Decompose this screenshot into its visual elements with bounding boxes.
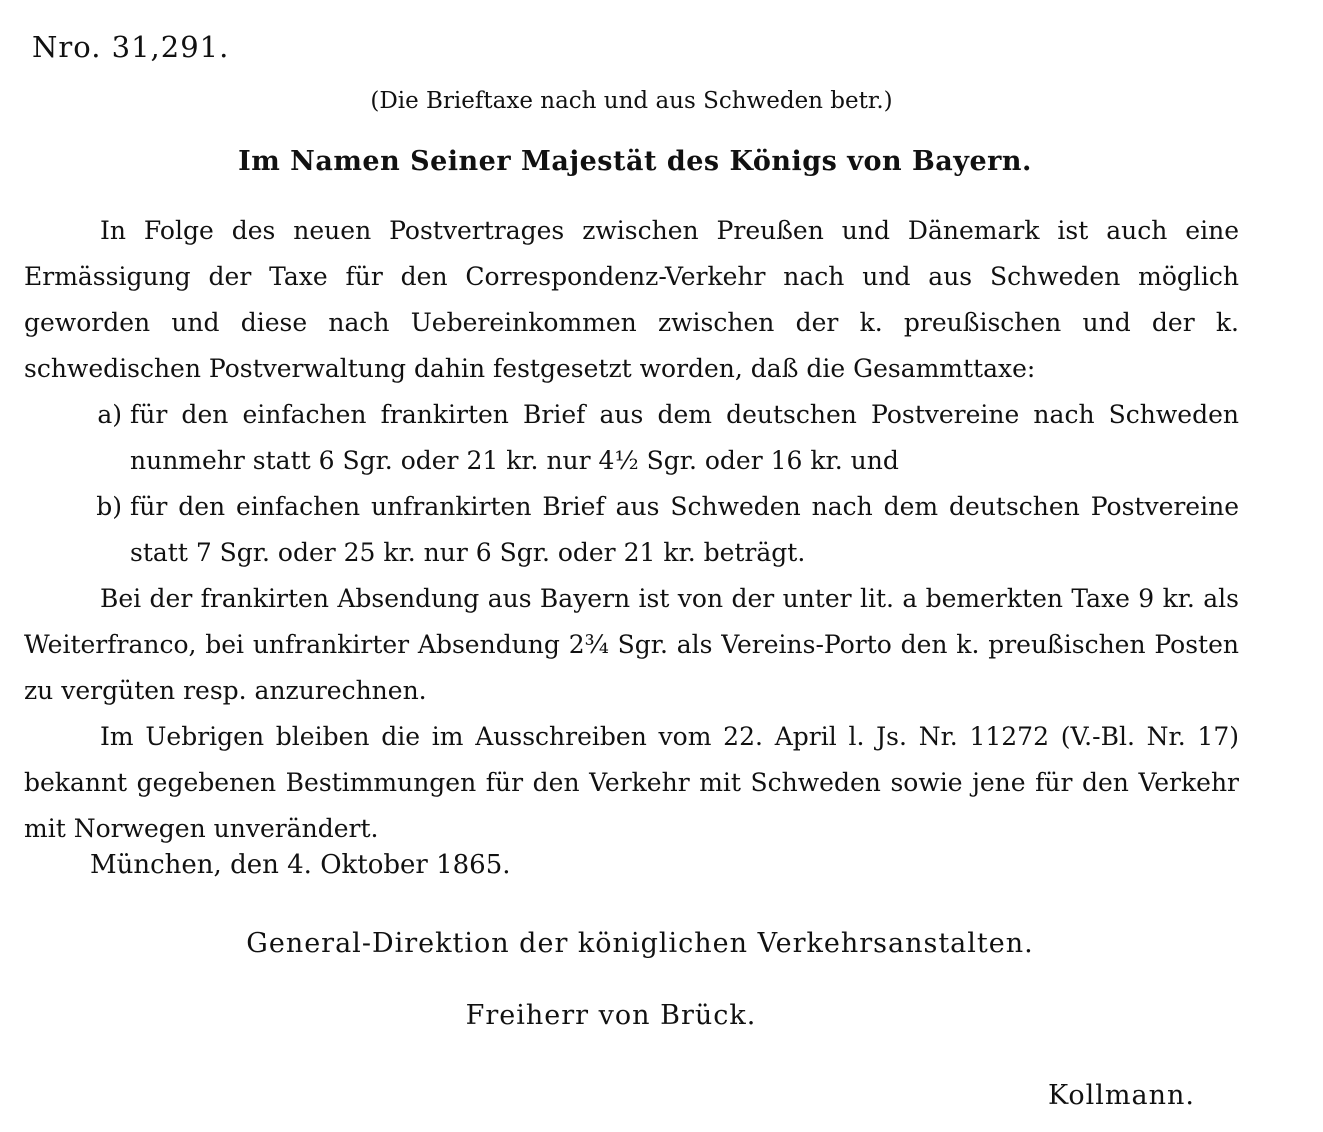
list-item-marker: a) xyxy=(97,400,122,429)
paragraph-postage: Bei der frankirten Absendung aus Bayern ist von der unter lit. a bemerkten Taxe 9 kr. als Weiterfranco, bei unfrankirter Absendung 2¾ Sgr. als Vereins-Porto den k. preußischen Posten zu vergüten resp. anzurechnen. xyxy=(24,584,1239,705)
list-item-text: für den einfachen frankirten Brief aus dem deutschen Postvereine nach Schweden nunmehr statt 6 Sgr. oder 21 kr. nur 4½ Sgr. oder 16 kr. und xyxy=(130,400,1239,475)
document-body xyxy=(24,208,1239,852)
countersigner-name: Kollmann. xyxy=(1047,1080,1195,1111)
list-item-marker: b) xyxy=(96,492,122,521)
document-date: München, den 4. Oktober 1865. xyxy=(90,850,511,880)
document-subject: (Die Brieftaxe nach und aus Schweden betr.) xyxy=(370,88,893,114)
list-item xyxy=(24,392,1239,484)
intro-paragraph: In Folge des neuen Postvertrages zwischen Preußen und Dänemark ist auch eine Ermässigung der Taxe für den Correspondenz-Verkehr nach und aus Schweden möglich geworden und diese nach Uebereinkommen zwischen der k. preußischen und der k. schwedischen Postverwaltung dahin festgesetzt worden, daß die Gesammttaxe: xyxy=(24,216,1239,383)
list-item xyxy=(24,484,1239,576)
signatory-name: Freiherr von Brück. xyxy=(465,1000,757,1031)
list-item-text: für den einfachen unfrankirten Brief aus Schweden nach dem deutschen Postvereine statt 7 Sgr. oder 25 kr. nur 6 Sgr. oder 21 kr. beträgt. xyxy=(130,492,1239,567)
issuing-authority: General-Direktion der königlichen Verkehrsanstalten. xyxy=(246,928,1034,959)
document-heading: Im Namen Seiner Majestät des Königs von Bayern. xyxy=(238,146,1032,177)
paragraph-remaining-rules: Im Uebrigen bleiben die im Ausschreiben vom 22. April l. Js. Nr. 11272 (V.-Bl. Nr. 17) bekannt gegebenen Bestimmungen für den Verkehr mit Schweden sowie jene für den Verkehr mit Norwegen unverändert. xyxy=(24,722,1239,843)
document-number: Nro. 31,291. xyxy=(32,30,230,64)
